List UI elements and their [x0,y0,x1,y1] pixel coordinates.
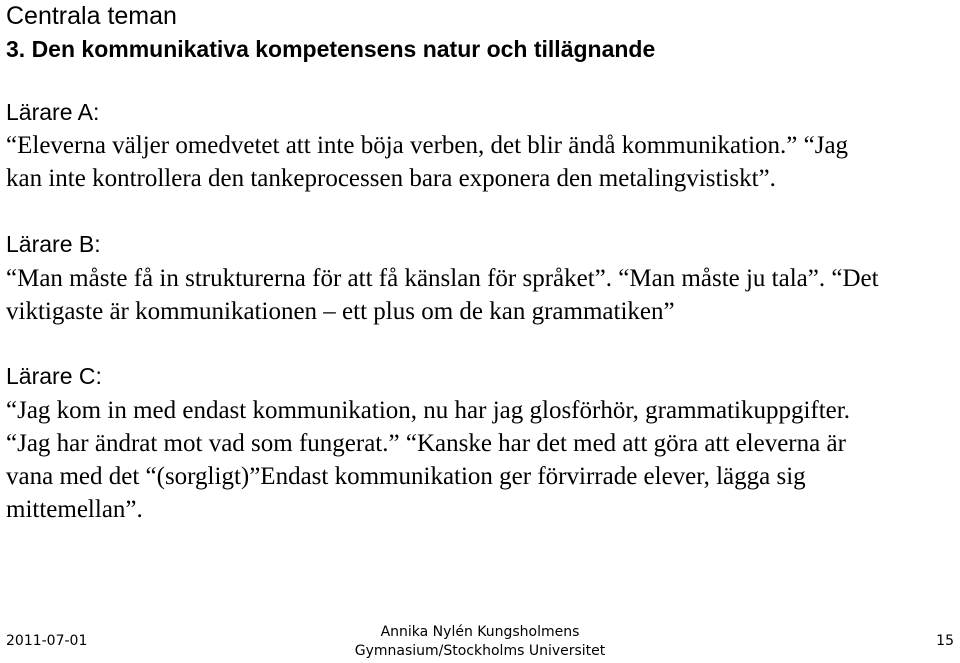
footer-author-line: Annika Nylén Kungsholmens [380,624,580,640]
speaker-label: Lärare A: [6,99,100,125]
footer-author-line: Gymnasium/Stockholms Universitet [354,642,606,659]
footer-author [0,623,960,661]
quote-line: “Jag har ändrat mot vad som fungerat.” “Kanske har det med att göra att eleverna är [6,430,846,457]
footer-date: 2011-07-01 [6,633,88,649]
speaker-label: Lärare B: [6,231,101,257]
footer-page-number: 15 [936,633,954,649]
quote-line: “Eleverna väljer omedvetet att inte böja verben, det blir ändå kommunikation.” “Jag [6,132,849,159]
quote-line: kan inte kontrollera den tankeprocessen bara exponera den metalingvistiskt”. [6,165,776,192]
quote-line: vana med det “(sorgligt)”Endast kommunikation ger förvirrade elever, lägga sig [6,463,806,490]
quote-line: viktigaste är kommunikationen – ett plus om de kan grammatiken” [6,298,675,325]
slide-subtitle: 3. Den kommunikativa kompetensens natur och tillägnande [6,36,656,62]
quote-line: “Man måste få in strukturerna för att få känslan för språket”. “Man måste ju tala”. “Det [6,265,879,292]
speaker-label: Lärare C: [6,363,102,389]
quote-line: “Jag kom in med endast kommunikation, nu har jag glosförhör, grammatikuppgifter. [6,397,850,424]
slide-title: Centrala teman [6,2,177,30]
quote-line: mittemellan”. [6,496,143,523]
